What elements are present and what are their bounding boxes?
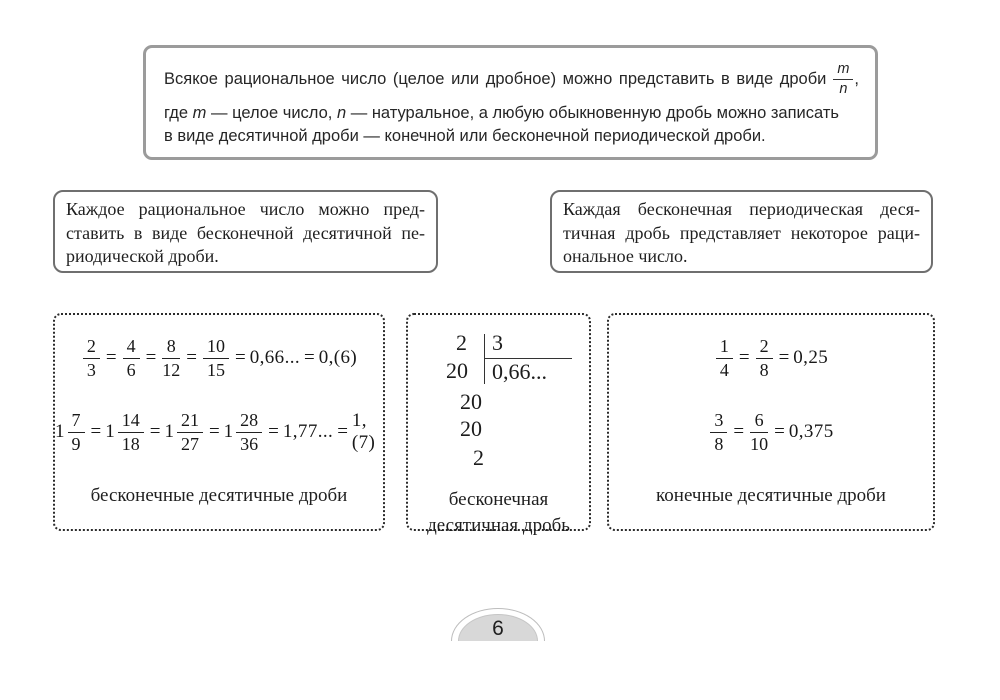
fraction-numerator: m bbox=[833, 61, 853, 80]
division-remainder: 2 bbox=[473, 445, 484, 470]
theorem-line-2-seg: где bbox=[164, 104, 193, 122]
fraction bbox=[203, 336, 229, 379]
fraction-denominator: 12 bbox=[162, 359, 181, 380]
fraction-denominator: 3 bbox=[86, 359, 96, 380]
formula-two-thirds bbox=[55, 332, 383, 384]
fraction-numerator: 6 bbox=[750, 410, 768, 432]
fraction-denominator: 15 bbox=[207, 359, 225, 380]
examples-box-finite-decimals bbox=[607, 313, 935, 531]
fraction-group bbox=[708, 410, 729, 453]
equals-sign: = bbox=[304, 347, 315, 368]
fraction-denominator: 9 bbox=[71, 433, 81, 454]
variable-n: n bbox=[336, 104, 347, 122]
fraction-denominator: 6 bbox=[126, 359, 136, 380]
note-line: Каждое рациональное число можно пред- bbox=[66, 199, 425, 219]
fraction bbox=[162, 336, 180, 379]
long-division-diagram bbox=[442, 331, 582, 481]
fraction-group bbox=[121, 336, 142, 379]
fraction-group bbox=[748, 410, 770, 453]
fraction bbox=[118, 410, 144, 453]
note-line: тичная дробь представляет некоторое раци- bbox=[563, 222, 920, 243]
theorem-line-1-text: Всякое рациональное число (целое или дробное) можно представить в виде дроби bbox=[164, 69, 827, 88]
division-quotient: 0,66... bbox=[492, 359, 547, 384]
caption-division-line2: десятичная дробь bbox=[427, 515, 570, 536]
equals-sign: = bbox=[105, 347, 117, 368]
caption-infinite-decimals: бесконечные десятичные дроби bbox=[90, 485, 348, 506]
theorem-line-2 bbox=[164, 102, 859, 125]
fraction-denominator: 4 bbox=[719, 359, 729, 380]
fraction-numerator: 3 bbox=[710, 410, 727, 432]
fraction-denominator: 8 bbox=[714, 433, 724, 454]
fraction-numerator: 10 bbox=[203, 336, 229, 358]
whole-number: 1 bbox=[105, 421, 115, 442]
whole-number: 1 bbox=[55, 421, 65, 442]
fraction-group bbox=[164, 410, 205, 453]
equals-sign: = bbox=[337, 421, 348, 442]
division-step-2: 20 bbox=[460, 416, 482, 441]
theorem-line-2-seg: — натуральное, а любую обыкновенную дробь можно записать bbox=[346, 104, 839, 122]
whole-number: 1 bbox=[223, 421, 234, 442]
note-line: ональное число. bbox=[563, 246, 688, 266]
fraction-group bbox=[55, 410, 87, 453]
fraction bbox=[68, 410, 85, 453]
division-step-1: 20 bbox=[460, 389, 482, 414]
examples-box-long-division bbox=[406, 313, 591, 536]
caption-finite-decimals: конечные десятичные дроби bbox=[656, 485, 886, 506]
note-box-decimal-to-rational bbox=[550, 190, 933, 273]
equals-sign: = bbox=[208, 421, 220, 442]
whole-number: 1 bbox=[164, 421, 174, 442]
fraction-numerator: 14 bbox=[118, 410, 144, 432]
fraction-denominator: 10 bbox=[750, 433, 769, 454]
decimal-value: 0,375 bbox=[788, 421, 834, 442]
fraction-denominator: 8 bbox=[759, 359, 769, 380]
fraction-group bbox=[201, 336, 231, 379]
equals-sign: = bbox=[774, 421, 785, 442]
note-line: ставить в виде бесконечной десятичной пе- bbox=[66, 222, 425, 243]
m-over-n-fraction bbox=[833, 61, 853, 97]
decimal-value: 1,(7) bbox=[351, 410, 376, 453]
fraction-numerator: 4 bbox=[123, 336, 140, 358]
division-dividend: 2 bbox=[456, 330, 467, 355]
fraction-numerator: 2 bbox=[83, 336, 100, 358]
equals-sign: = bbox=[268, 421, 279, 442]
fraction bbox=[756, 336, 773, 379]
fraction-group bbox=[105, 410, 146, 453]
formula-three-eighths bbox=[609, 406, 933, 458]
division-divisor: 3 bbox=[492, 330, 503, 355]
fraction bbox=[750, 410, 768, 453]
theorem-line-3: в виде десятичной дроби — конечной или бесконечной периодической дроби. bbox=[164, 127, 766, 145]
fraction-group bbox=[160, 336, 182, 379]
equals-sign: = bbox=[145, 347, 157, 368]
fraction-group bbox=[714, 336, 735, 379]
caption-division-line1: бесконечная bbox=[448, 489, 549, 510]
equals-sign: = bbox=[778, 347, 790, 368]
theorem-line-1 bbox=[164, 56, 859, 102]
fraction-denominator: n bbox=[839, 80, 848, 97]
formula-one-and-seven-ninths bbox=[55, 406, 383, 458]
caption-division bbox=[408, 487, 589, 539]
page-number: 6 bbox=[492, 617, 504, 640]
page-number-dome bbox=[451, 608, 545, 641]
theorem-line-2-seg: — целое число, bbox=[206, 104, 337, 122]
page-number-badge bbox=[458, 614, 538, 641]
fraction-group bbox=[224, 410, 265, 453]
formula-one-quarter bbox=[609, 332, 933, 384]
fraction-denominator: 36 bbox=[240, 433, 259, 454]
fraction-denominator: 27 bbox=[180, 433, 199, 454]
note-line: риодической дроби. bbox=[66, 246, 219, 266]
division-dividend-extended: 20 bbox=[446, 358, 468, 383]
fraction-numerator: 2 bbox=[756, 336, 773, 358]
fraction-group bbox=[754, 336, 775, 379]
fraction-denominator: 18 bbox=[121, 433, 140, 454]
fraction-numerator: 21 bbox=[177, 410, 203, 432]
fraction bbox=[236, 410, 262, 453]
fraction bbox=[716, 336, 733, 379]
fraction bbox=[710, 410, 727, 453]
theorem-line-1-comma: , bbox=[854, 69, 859, 88]
decimal-value: 1,77... bbox=[282, 421, 334, 442]
fraction-numerator: 7 bbox=[68, 410, 85, 432]
note-box-rational-to-decimal bbox=[53, 190, 438, 273]
equals-sign: = bbox=[235, 347, 246, 368]
equals-sign: = bbox=[149, 421, 161, 442]
equals-sign: = bbox=[186, 347, 197, 368]
fraction bbox=[123, 336, 140, 379]
theorem-box bbox=[143, 45, 878, 160]
fraction bbox=[177, 410, 203, 453]
decimal-value: 0,66... bbox=[249, 347, 301, 368]
decimal-value: 0,25 bbox=[793, 347, 829, 368]
fraction-numerator: 28 bbox=[236, 410, 262, 432]
decimal-value: 0,(6) bbox=[318, 347, 358, 368]
fraction-numerator: 1 bbox=[716, 336, 733, 358]
variable-m: m bbox=[192, 104, 207, 122]
fraction-group bbox=[81, 336, 102, 379]
equals-sign: = bbox=[738, 347, 750, 368]
fraction bbox=[83, 336, 100, 379]
fraction-numerator: 8 bbox=[162, 336, 180, 358]
equals-sign: = bbox=[90, 421, 102, 442]
division-vertical-bar bbox=[484, 334, 485, 384]
examples-box-infinite-decimals bbox=[53, 313, 385, 531]
equals-sign: = bbox=[733, 421, 745, 442]
note-line: Каждая бесконечная периодическая деся- bbox=[563, 199, 920, 219]
